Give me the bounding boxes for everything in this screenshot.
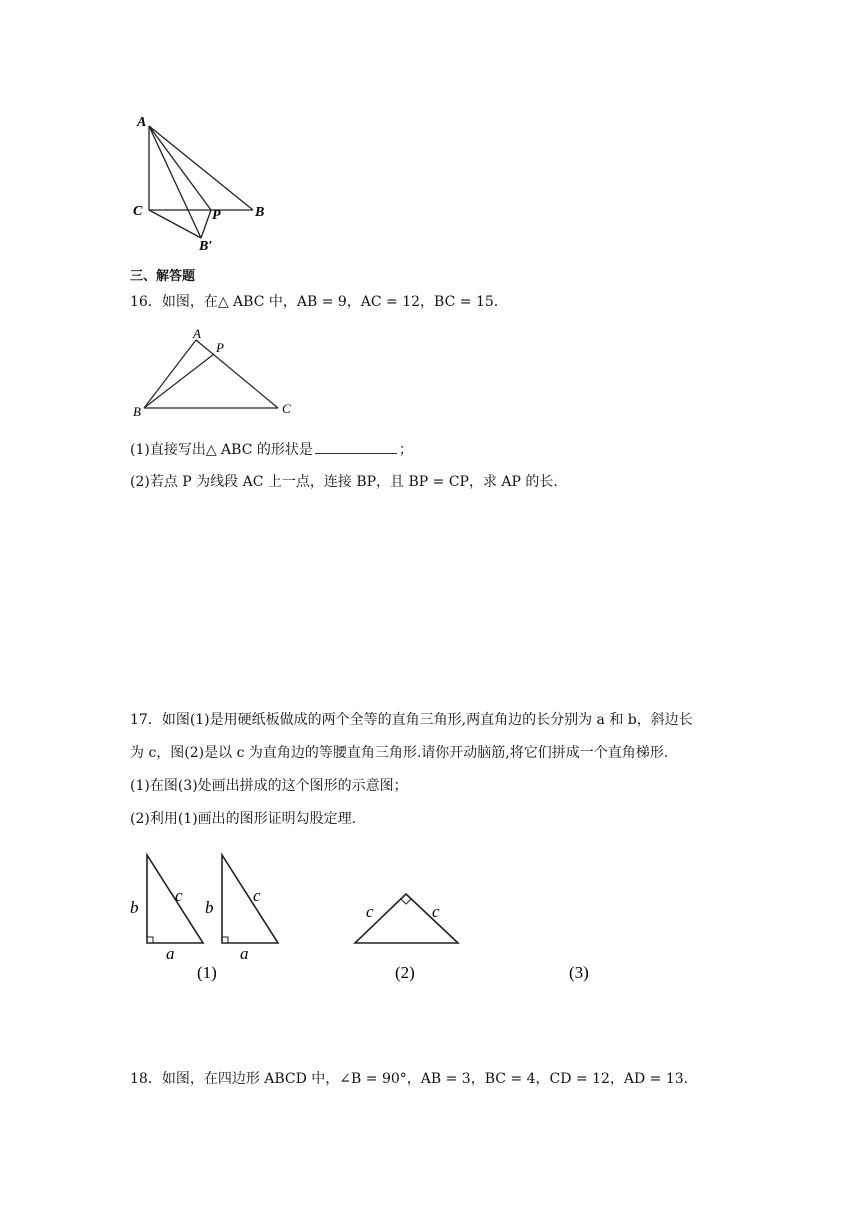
q16-stem: 16．如图，在△ ABC 中，AB = 9，AC = 12，BC = 15. — [130, 294, 499, 310]
q16-part1-suffix: ； — [398, 442, 413, 458]
segment-AB-prime — [149, 126, 201, 238]
figure-fold-triangle — [125, 110, 285, 255]
right-angle-mark-1 — [147, 937, 153, 943]
q18-stem: 18．如图，在四边形 ABCD 中，∠B = 90°，AB = 3，BC = 4，CD = 12，AD = 13. — [130, 1071, 689, 1087]
q17-part2: (2)利用(1)画出的图形证明勾股定理. — [130, 811, 357, 827]
label-A: A — [193, 326, 201, 341]
right-angle-mark-3 — [401, 899, 411, 904]
answer-blank — [315, 439, 397, 454]
q17-figures — [125, 845, 615, 985]
q16-part1 — [130, 439, 413, 460]
q17-line1: 17．如图(1)是用硬纸板做成的两个全等的直角三角形,两直角边的长分别为 a 和 b，斜边长 — [130, 712, 693, 728]
q16-part1-prefix: (1)直接写出△ ABC 的形状是 — [130, 442, 313, 458]
q17-line2: 为 c，图(2)是以 c 为直角边的等腰直角三角形.请你开动脑筋,将它们拼成一个直角梯形. — [130, 745, 669, 761]
label-B-prime: B′ — [199, 239, 213, 254]
label-c-1: c — [175, 886, 183, 905]
label-B: B — [255, 205, 265, 220]
caption-fig1: (1) — [197, 963, 217, 982]
q16-part2: (2)若点 P 为线段 AC 上一点，连接 BP，且 BP = CP，求 AP 的长. — [130, 474, 558, 490]
right-angle-mark-2 — [222, 937, 228, 943]
q17-part1: (1)在图(3)处画出拼成的这个图形的示意图； — [130, 778, 408, 794]
label-c-3: c — [366, 902, 374, 921]
label-a-2: a — [240, 944, 249, 963]
label-A: A — [137, 115, 147, 130]
section-title: 三、解答题 — [130, 269, 196, 284]
label-C: C — [133, 204, 143, 219]
segment-PB-prime — [201, 210, 211, 238]
label-B: B — [133, 404, 141, 419]
caption-fig2: (2) — [395, 963, 415, 982]
label-P: P — [216, 340, 224, 355]
label-C: C — [282, 401, 291, 416]
label-c-4: c — [432, 902, 440, 921]
segment-CB-prime — [149, 210, 201, 238]
q16-figure — [130, 324, 300, 419]
label-b-2: b — [205, 898, 214, 917]
segment-AC — [196, 340, 278, 408]
label-P: P — [212, 208, 221, 223]
right-triangle-2 — [222, 855, 278, 943]
caption-fig3: (3) — [569, 963, 589, 982]
label-c-2: c — [253, 886, 261, 905]
label-a-1: a — [166, 944, 175, 963]
label-b-1: b — [130, 898, 139, 917]
